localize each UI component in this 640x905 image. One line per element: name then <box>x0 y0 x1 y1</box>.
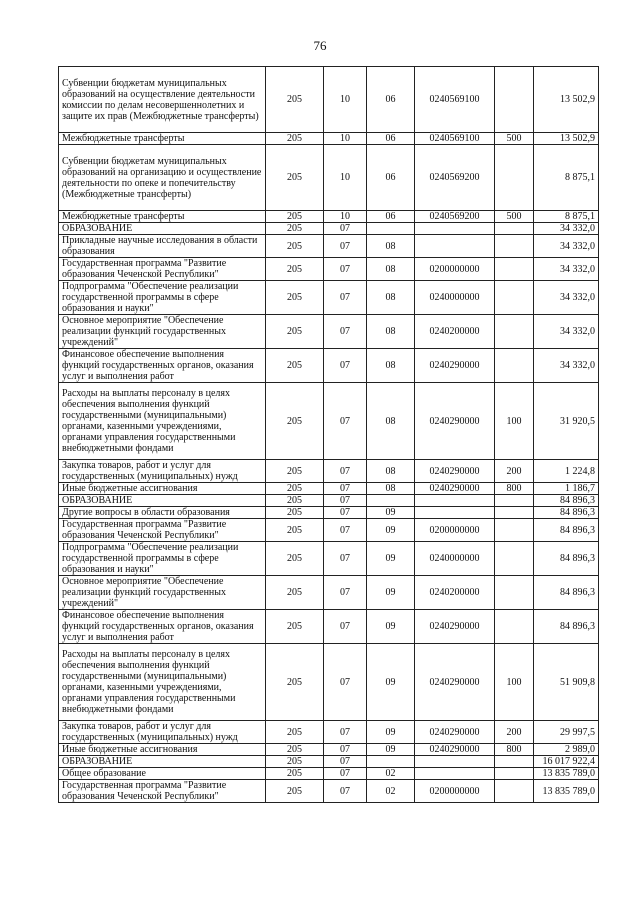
row-target-article <box>415 768 495 780</box>
row-amount: 84 896,3 <box>534 542 599 576</box>
row-subsection: 09 <box>367 721 415 744</box>
table-row <box>59 145 599 211</box>
row-amount: 34 332,0 <box>534 315 599 349</box>
table-row <box>59 211 599 223</box>
row-amount: 84 896,3 <box>534 576 599 610</box>
row-admin-code: 205 <box>266 133 324 145</box>
row-subsection: 02 <box>367 780 415 803</box>
row-admin-code: 205 <box>266 223 324 235</box>
row-amount: 29 997,5 <box>534 721 599 744</box>
row-name: Закупка товаров, работ и услуг для государственных (муниципальных) нужд <box>59 460 266 483</box>
row-subsection: 08 <box>367 460 415 483</box>
row-subsection: 09 <box>367 576 415 610</box>
row-target-article: 0240569100 <box>415 133 495 145</box>
row-target-article: 0240200000 <box>415 576 495 610</box>
row-expense-type: 200 <box>495 721 534 744</box>
row-target-article: 0240290000 <box>415 644 495 721</box>
row-section: 07 <box>324 721 367 744</box>
row-admin-code: 205 <box>266 281 324 315</box>
row-target-article <box>415 235 495 258</box>
row-subsection: 06 <box>367 211 415 223</box>
table-row <box>59 519 599 542</box>
row-section: 07 <box>324 383 367 460</box>
row-section: 07 <box>324 507 367 519</box>
row-name: Субвенции бюджетам муниципальных образований на организацию и осуществление деятельности по опеке и попечительству (Межбюджетные трансферты) <box>59 145 266 211</box>
row-admin-code: 205 <box>266 258 324 281</box>
row-name: Основное мероприятие "Обеспечение реализации функций государственных учреждений" <box>59 315 266 349</box>
row-amount: 13 502,9 <box>534 67 599 133</box>
row-admin-code: 205 <box>266 756 324 768</box>
row-section: 07 <box>324 610 367 644</box>
row-name: Финансовое обеспечение выполнения функций государственных органов, оказания услуг и выполнения работ <box>59 610 266 644</box>
table-row <box>59 744 599 756</box>
row-section: 07 <box>324 744 367 756</box>
row-amount: 34 332,0 <box>534 349 599 383</box>
row-section: 07 <box>324 235 367 258</box>
row-expense-type: 800 <box>495 744 534 756</box>
row-name: ОБРАЗОВАНИЕ <box>59 495 266 507</box>
row-subsection: 08 <box>367 258 415 281</box>
row-expense-type <box>495 519 534 542</box>
row-name: Финансовое обеспечение выполнения функций государственных органов, оказания услуг и выполнения работ <box>59 349 266 383</box>
row-target-article: 0240200000 <box>415 315 495 349</box>
row-name: Подпрограмма "Обеспечение реализации государственной программы в сфере образования и науки" <box>59 542 266 576</box>
table-row <box>59 610 599 644</box>
row-amount: 34 332,0 <box>534 223 599 235</box>
row-expense-type <box>495 315 534 349</box>
row-subsection: 06 <box>367 67 415 133</box>
row-expense-type <box>495 281 534 315</box>
row-admin-code: 205 <box>266 145 324 211</box>
row-expense-type <box>495 258 534 281</box>
row-admin-code: 205 <box>266 211 324 223</box>
row-amount: 31 920,5 <box>534 383 599 460</box>
row-name: Иные бюджетные ассигнования <box>59 483 266 495</box>
row-expense-type <box>495 507 534 519</box>
row-amount: 84 896,3 <box>534 519 599 542</box>
table-row <box>59 383 599 460</box>
table-row <box>59 315 599 349</box>
row-admin-code: 205 <box>266 349 324 383</box>
row-admin-code: 205 <box>266 519 324 542</box>
table-row <box>59 644 599 721</box>
row-name: Межбюджетные трансферты <box>59 211 266 223</box>
budget-table-body <box>59 67 599 803</box>
row-subsection: 06 <box>367 133 415 145</box>
row-name: Расходы на выплаты персоналу в целях обеспечения выполнения функций государственными (муниципальными) органами, казенными учреждениями, органами управления государственными внебюджетными фондами <box>59 644 266 721</box>
row-expense-type: 200 <box>495 460 534 483</box>
row-expense-type <box>495 576 534 610</box>
row-amount: 51 909,8 <box>534 644 599 721</box>
table-row <box>59 542 599 576</box>
row-amount: 84 896,3 <box>534 507 599 519</box>
row-subsection <box>367 756 415 768</box>
row-expense-type <box>495 67 534 133</box>
table-row <box>59 460 599 483</box>
row-admin-code: 205 <box>266 744 324 756</box>
table-row <box>59 483 599 495</box>
table-row <box>59 756 599 768</box>
row-subsection: 06 <box>367 145 415 211</box>
row-subsection: 08 <box>367 315 415 349</box>
row-expense-type <box>495 610 534 644</box>
row-name: Государственная программа "Развитие образования Чеченской Республики" <box>59 258 266 281</box>
row-expense-type <box>495 542 534 576</box>
row-name: Иные бюджетные ассигнования <box>59 744 266 756</box>
table-row <box>59 133 599 145</box>
row-admin-code: 205 <box>266 644 324 721</box>
row-name: Расходы на выплаты персоналу в целях обеспечения выполнения функций государственными (муниципальными) органами, казенными учреждениями, органами управления государственными внебюджетными фондами <box>59 383 266 460</box>
row-admin-code: 205 <box>266 542 324 576</box>
row-section: 07 <box>324 576 367 610</box>
row-section: 07 <box>324 483 367 495</box>
row-target-article: 0240290000 <box>415 383 495 460</box>
row-name: Межбюджетные трансферты <box>59 133 266 145</box>
row-amount: 84 896,3 <box>534 495 599 507</box>
row-target-article: 0240290000 <box>415 349 495 383</box>
row-section: 10 <box>324 133 367 145</box>
row-subsection: 09 <box>367 542 415 576</box>
row-admin-code: 205 <box>266 383 324 460</box>
row-admin-code: 205 <box>266 67 324 133</box>
table-row <box>59 576 599 610</box>
row-section: 07 <box>324 768 367 780</box>
row-section: 10 <box>324 211 367 223</box>
row-expense-type: 800 <box>495 483 534 495</box>
row-subsection: 02 <box>367 768 415 780</box>
row-name: Закупка товаров, работ и услуг для государственных (муниципальных) нужд <box>59 721 266 744</box>
row-target-article: 0240290000 <box>415 610 495 644</box>
row-target-article: 0240000000 <box>415 281 495 315</box>
row-name: Прикладные научные исследования в области образования <box>59 235 266 258</box>
table-row <box>59 235 599 258</box>
row-name: Субвенции бюджетам муниципальных образований на осуществление деятельности комиссии по делам несовершеннолетних и защите их прав (Межбюджетные трансферты) <box>59 67 266 133</box>
row-admin-code: 205 <box>266 507 324 519</box>
row-section: 07 <box>324 460 367 483</box>
table-row <box>59 349 599 383</box>
row-amount: 8 875,1 <box>534 145 599 211</box>
row-admin-code: 205 <box>266 315 324 349</box>
row-target-article: 0200000000 <box>415 780 495 803</box>
row-admin-code: 205 <box>266 576 324 610</box>
row-target-article: 0240290000 <box>415 744 495 756</box>
row-amount: 34 332,0 <box>534 281 599 315</box>
row-target-article <box>415 495 495 507</box>
row-admin-code: 205 <box>266 460 324 483</box>
row-subsection: 08 <box>367 235 415 258</box>
row-section: 07 <box>324 223 367 235</box>
row-amount: 1 186,7 <box>534 483 599 495</box>
row-target-article: 0200000000 <box>415 258 495 281</box>
row-target-article: 0240569200 <box>415 145 495 211</box>
row-subsection: 09 <box>367 610 415 644</box>
row-section: 07 <box>324 495 367 507</box>
table-row <box>59 258 599 281</box>
row-admin-code: 205 <box>266 610 324 644</box>
row-admin-code: 205 <box>266 768 324 780</box>
row-section: 07 <box>324 756 367 768</box>
row-section: 07 <box>324 542 367 576</box>
row-amount: 2 989,0 <box>534 744 599 756</box>
row-section: 07 <box>324 258 367 281</box>
row-section: 07 <box>324 281 367 315</box>
row-name: Подпрограмма "Обеспечение реализации государственной программы в сфере образования и науки" <box>59 281 266 315</box>
row-section: 10 <box>324 67 367 133</box>
row-target-article: 0200000000 <box>415 519 495 542</box>
row-amount: 34 332,0 <box>534 258 599 281</box>
row-subsection: 09 <box>367 507 415 519</box>
table-row <box>59 67 599 133</box>
row-amount: 1 224,8 <box>534 460 599 483</box>
row-amount: 8 875,1 <box>534 211 599 223</box>
row-amount: 34 332,0 <box>534 235 599 258</box>
row-target-article: 0240290000 <box>415 483 495 495</box>
table-row <box>59 223 599 235</box>
row-subsection: 09 <box>367 644 415 721</box>
budget-table <box>58 66 599 803</box>
row-name: ОБРАЗОВАНИЕ <box>59 756 266 768</box>
row-expense-type <box>495 145 534 211</box>
row-target-article <box>415 756 495 768</box>
row-expense-type: 500 <box>495 211 534 223</box>
table-row <box>59 780 599 803</box>
row-section: 07 <box>324 644 367 721</box>
row-expense-type <box>495 780 534 803</box>
row-amount: 16 017 922,4 <box>534 756 599 768</box>
row-expense-type <box>495 768 534 780</box>
row-expense-type: 100 <box>495 644 534 721</box>
row-subsection: 08 <box>367 383 415 460</box>
row-subsection <box>367 223 415 235</box>
row-expense-type <box>495 349 534 383</box>
row-subsection: 09 <box>367 744 415 756</box>
row-name: Основное мероприятие "Обеспечение реализации функций государственных учреждений" <box>59 576 266 610</box>
row-subsection: 09 <box>367 519 415 542</box>
row-subsection: 08 <box>367 349 415 383</box>
row-name: ОБРАЗОВАНИЕ <box>59 223 266 235</box>
row-name: Общее образование <box>59 768 266 780</box>
row-admin-code: 205 <box>266 780 324 803</box>
row-name: Другие вопросы в области образования <box>59 507 266 519</box>
row-amount: 13 835 789,0 <box>534 780 599 803</box>
row-name: Государственная программа "Развитие образования Чеченской Республики" <box>59 519 266 542</box>
row-target-article <box>415 223 495 235</box>
row-expense-type: 500 <box>495 133 534 145</box>
row-admin-code: 205 <box>266 483 324 495</box>
table-row <box>59 281 599 315</box>
row-section: 07 <box>324 519 367 542</box>
table-row <box>59 768 599 780</box>
row-subsection: 08 <box>367 281 415 315</box>
row-expense-type <box>495 235 534 258</box>
row-amount: 13 502,9 <box>534 133 599 145</box>
row-target-article: 0240000000 <box>415 542 495 576</box>
row-expense-type <box>495 223 534 235</box>
row-admin-code: 205 <box>266 495 324 507</box>
row-section: 07 <box>324 780 367 803</box>
row-subsection <box>367 495 415 507</box>
table-row <box>59 495 599 507</box>
row-target-article: 0240290000 <box>415 721 495 744</box>
row-subsection: 08 <box>367 483 415 495</box>
row-section: 07 <box>324 315 367 349</box>
row-expense-type <box>495 495 534 507</box>
row-name: Государственная программа "Развитие образования Чеченской Республики" <box>59 780 266 803</box>
row-expense-type <box>495 756 534 768</box>
row-target-article: 0240569100 <box>415 67 495 133</box>
page-number: 76 <box>313 38 327 53</box>
table-row <box>59 721 599 744</box>
row-section: 10 <box>324 145 367 211</box>
row-target-article: 0240569200 <box>415 211 495 223</box>
row-amount: 84 896,3 <box>534 610 599 644</box>
row-target-article <box>415 507 495 519</box>
row-section: 07 <box>324 349 367 383</box>
row-admin-code: 205 <box>266 235 324 258</box>
row-amount: 13 835 789,0 <box>534 768 599 780</box>
row-expense-type: 100 <box>495 383 534 460</box>
row-target-article: 0240290000 <box>415 460 495 483</box>
table-row <box>59 507 599 519</box>
row-admin-code: 205 <box>266 721 324 744</box>
